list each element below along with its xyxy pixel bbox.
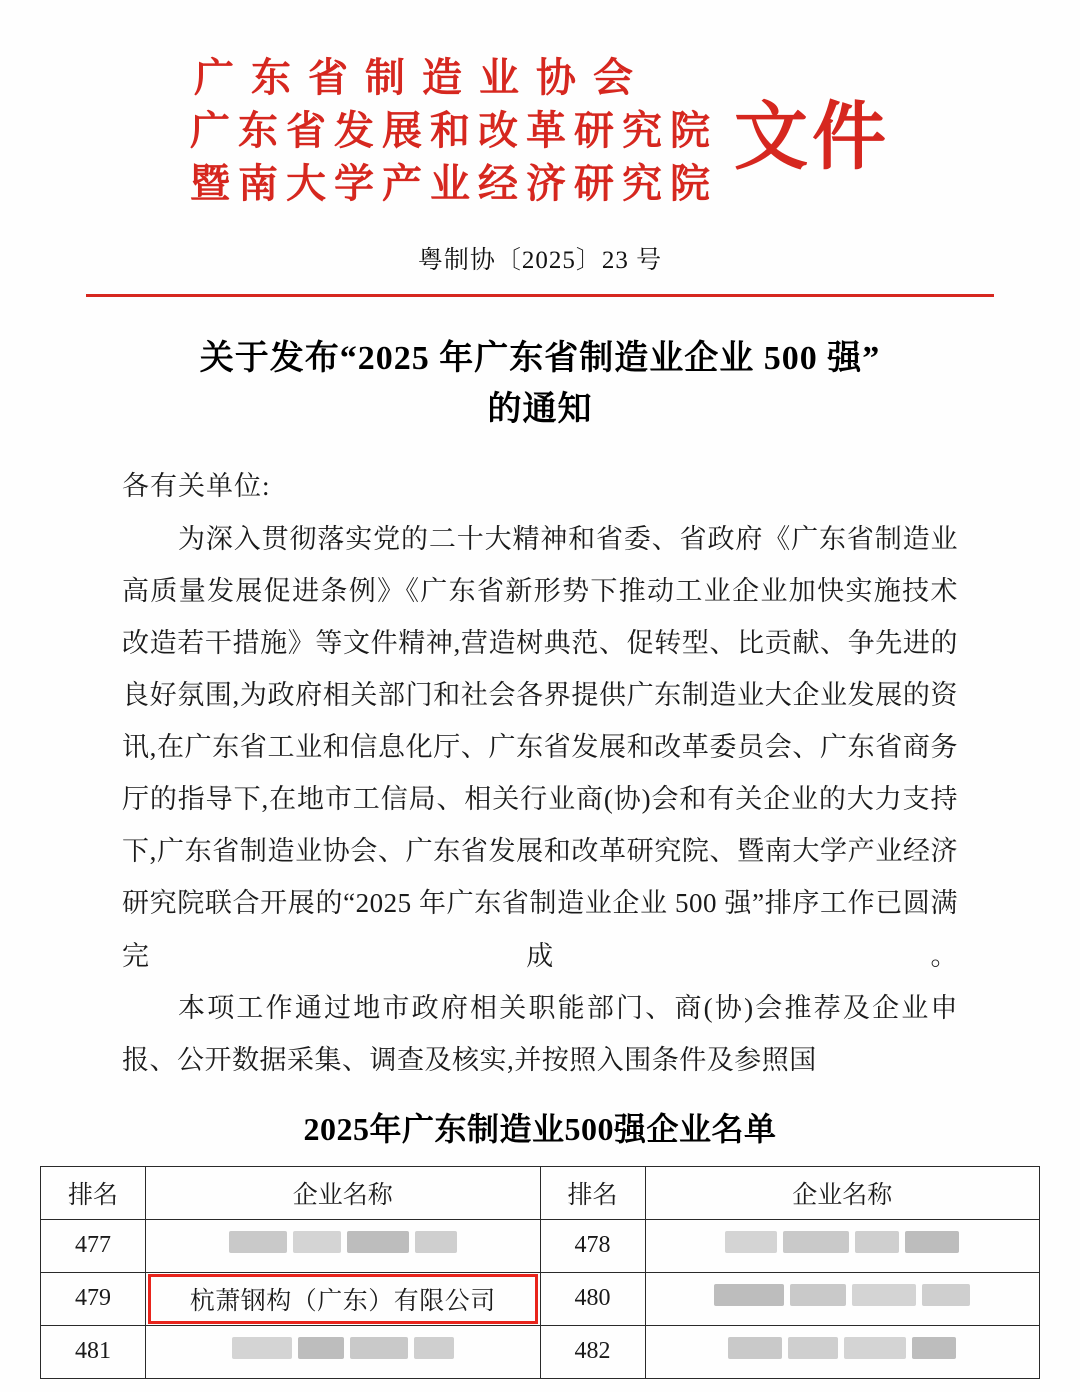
redaction-block xyxy=(347,1231,409,1253)
rank-table-body xyxy=(41,1219,1040,1378)
header-company-left: 企业名称 xyxy=(146,1166,541,1219)
document-number: 粤制协〔2025〕23 号 xyxy=(417,247,663,275)
page-title-line-2: 的通知 xyxy=(487,391,593,429)
redaction-block xyxy=(905,1231,959,1253)
header-rank-right: 排名 xyxy=(540,1166,645,1219)
header-company-right: 企业名称 xyxy=(645,1166,1040,1219)
company-cell-redacted xyxy=(146,1219,541,1272)
redaction-block xyxy=(844,1337,906,1359)
paragraph-2: 本项工作通过地市政府相关职能部门、商(协)会推荐及企业申报、公开数据采集、调查及核实,并按照入围条件及参照国 xyxy=(122,992,958,1075)
redaction-block xyxy=(725,1231,777,1253)
rank-table-wrap xyxy=(40,1166,1040,1379)
redaction-block xyxy=(714,1284,784,1306)
redaction-block xyxy=(232,1337,292,1359)
salutation: 各有关单位: xyxy=(122,471,271,502)
org-line-2: 广东省发展和改革研究院 xyxy=(190,107,718,153)
rank-cell: 478 xyxy=(540,1219,645,1272)
letterhead-inner xyxy=(190,56,890,206)
rank-cell: 477 xyxy=(41,1219,146,1272)
rank-cell: 479 xyxy=(41,1272,146,1325)
redaction-marks xyxy=(725,1231,959,1253)
redaction-block xyxy=(298,1337,344,1359)
page-title xyxy=(125,333,955,435)
redaction-block xyxy=(414,1337,454,1359)
paragraph-1: 为深入贯彻落实党的二十大精神和省委、省政府《广东省制造业高质量发展促进条例》《广东省新形势下推动工业企业加快实施技术改造若干措施》等文件精神,营造树典范、促转型、比贡献、争先进的良好氛围,为政府相关部门和社会各界提供广东制造业大企业发展的资讯,在广东省工业和信息化厅、广东省发展和改革委员会、广东省商务厅的指导下,在地市工信局、相关行业商(协)会和有关企业的大力支持下,广东省制造业协会、广东省发展和改革研究院、暨南大学产业经济研究院联合开展的“2025 年广东省制造业企业 500 强”排序工作已圆满完成。 xyxy=(122,523,958,971)
red-divider xyxy=(86,294,994,297)
rank-table-head xyxy=(41,1166,1040,1219)
redaction-marks xyxy=(232,1337,454,1359)
redaction-marks xyxy=(229,1231,457,1253)
org-line-1: 广东省制造业协会 xyxy=(194,55,650,100)
rank-cell: 481 xyxy=(41,1325,146,1378)
redaction-block xyxy=(855,1231,899,1253)
org-line-3: 暨南大学产业经济研究院 xyxy=(190,160,718,206)
document-word-label: 文件 xyxy=(734,97,890,180)
organization-names xyxy=(190,56,718,206)
redaction-marks xyxy=(728,1337,956,1359)
redaction-block xyxy=(788,1337,838,1359)
company-cell-redacted xyxy=(645,1272,1040,1325)
table-row xyxy=(41,1325,1040,1378)
document-body xyxy=(122,461,958,1086)
redaction-block xyxy=(912,1337,956,1359)
redaction-block xyxy=(229,1231,287,1253)
header-rank-left: 排名 xyxy=(41,1166,146,1219)
page-title-line-1: 关于发布“2025 年广东省制造业企业 500 强” xyxy=(199,340,881,378)
company-name: 杭萧钢构（广东）有限公司 xyxy=(189,1287,496,1315)
rank-table xyxy=(40,1166,1040,1379)
redaction-block xyxy=(790,1284,846,1306)
redaction-block xyxy=(783,1231,849,1253)
company-cell-redacted xyxy=(645,1325,1040,1378)
rank-cell: 480 xyxy=(540,1272,645,1325)
redaction-block xyxy=(728,1337,782,1359)
letterhead xyxy=(0,0,1080,206)
company-cell-redacted xyxy=(146,1325,541,1378)
list-title: 2025年广东制造业500强企业名单 xyxy=(303,1110,777,1147)
redaction-block xyxy=(350,1337,408,1359)
redaction-block xyxy=(415,1231,457,1253)
table-row xyxy=(41,1219,1040,1272)
redaction-marks xyxy=(714,1284,970,1306)
company-cell-redacted xyxy=(645,1219,1040,1272)
redaction-block xyxy=(852,1284,916,1306)
redaction-block xyxy=(293,1231,341,1253)
table-row xyxy=(41,1272,1040,1325)
redaction-block xyxy=(922,1284,970,1306)
company-cell-highlighted xyxy=(146,1272,541,1325)
table-header-row xyxy=(41,1166,1040,1219)
rank-cell: 482 xyxy=(540,1325,645,1378)
